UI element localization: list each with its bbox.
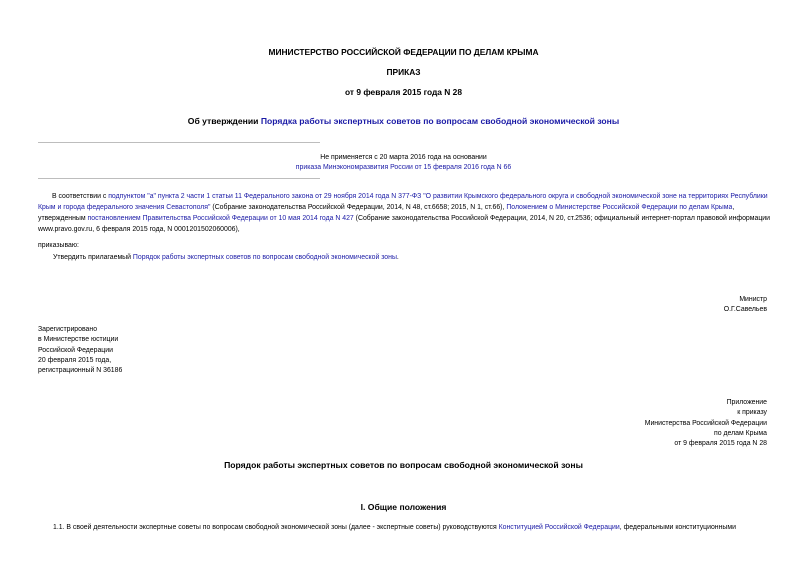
preamble-text-2: (Собрание законодательства Российской Федерации, 2014, N 48, ст.6658; 2015, N 1, ст.66), — [210, 204, 507, 211]
section-heading: I. Общие положения — [360, 502, 447, 512]
approve-text: Утвердить прилагаемый — [53, 254, 133, 261]
preamble-text-3: , утвержденным — [38, 204, 735, 222]
status-note-line1: Не применяется с 20 марта 2016 года на основании — [320, 154, 487, 161]
procedure-title: Порядок работы экспертных советов по вопросам свободной экономической зоны — [224, 460, 583, 470]
regulation-link[interactable]: Положением о Министерстве Российской Федерации по делам Крыма — [506, 204, 733, 211]
signature-position: Министр — [739, 296, 767, 303]
appendix-line: Приложение — [726, 399, 767, 406]
preamble-text-4: (Собрание законодательства Российской Федерации, 2014, N 20, ст.2536; официальный интернет-портал правовой информации www.pravo.gov.ru, 6 февраля 2015 года, N 0001201502060006), — [38, 215, 770, 233]
order-date: от 9 февраля 2015 года N 28 — [345, 87, 462, 97]
registration-line: в Министерстве юстиции — [38, 336, 119, 344]
signature-block — [724, 295, 767, 316]
law-link[interactable]: подпунктом "а" пункта 2 части 1 статьи 11 Федерального закона от 29 ноября 2014 года N 377-ФЗ "О развитии Крымского федерального округа и свободной экономической зоне на территориях Республики Крым и города федерального значения Севастополя" — [38, 193, 768, 211]
registration-line: регистрационный N 36186 — [38, 367, 123, 375]
doc-type-heading: ПРИКАЗ — [386, 67, 421, 77]
status-note-line2 — [0, 164, 807, 171]
procedure-text-2: , федеральными конституционными — [619, 524, 736, 531]
registration-line: Российской Федерации — [38, 346, 113, 354]
registration-line: Зарегистрировано — [38, 326, 98, 333]
order-title-link[interactable]: Порядка работы экспертных советов по вопросам свободной экономической зоны — [260, 116, 620, 126]
procedure-paragraph-1 — [53, 524, 736, 531]
appendix-line: Министерства Российской Федерации — [644, 419, 767, 427]
appendix-line: по делам Крыма — [714, 429, 767, 437]
approve-end: . — [396, 254, 399, 261]
appendix-line: от 9 февраля 2015 года N 28 — [674, 440, 767, 448]
registration-block — [38, 325, 122, 376]
signature-name: О.Г.Савельев — [723, 306, 767, 314]
constitution-link[interactable]: Конституцией Российской Федерации — [498, 524, 620, 531]
status-note-link[interactable]: приказа Минэкономразвития России от 15 февраля 2016 года N 66 — [295, 164, 512, 171]
divider-top — [38, 142, 320, 143]
appendix-block — [645, 398, 767, 449]
preamble-paragraph — [38, 191, 773, 235]
procedure-link[interactable]: Порядок работы экспертных советов по вопросам свободной экономической зоны — [132, 254, 397, 261]
procedure-text-1: 1.1. В своей деятельности экспертные советы по вопросам свободной экономической зоны (далее - экспертные советы) руководствуются — [53, 524, 499, 531]
ministry-heading: МИНИСТЕРСТВО РОССИЙСКОЙ ФЕДЕРАЦИИ ПО ДЕЛАМ КРЫМА — [268, 47, 539, 57]
appendix-line: к приказу — [737, 409, 767, 417]
registration-line: 20 февраля 2015 года, — [38, 356, 112, 364]
order-title — [0, 116, 807, 126]
resolution-link[interactable]: постановлением Правительства Российской Федерации от 10 мая 2014 года N 427 — [87, 215, 354, 222]
order-title-prefix: Об утверждении — [187, 116, 261, 126]
preamble-text-1: В соответствии с — [52, 193, 109, 200]
divider-bottom — [38, 178, 320, 179]
approve-paragraph — [53, 254, 399, 261]
order-word: приказываю: — [38, 242, 79, 249]
